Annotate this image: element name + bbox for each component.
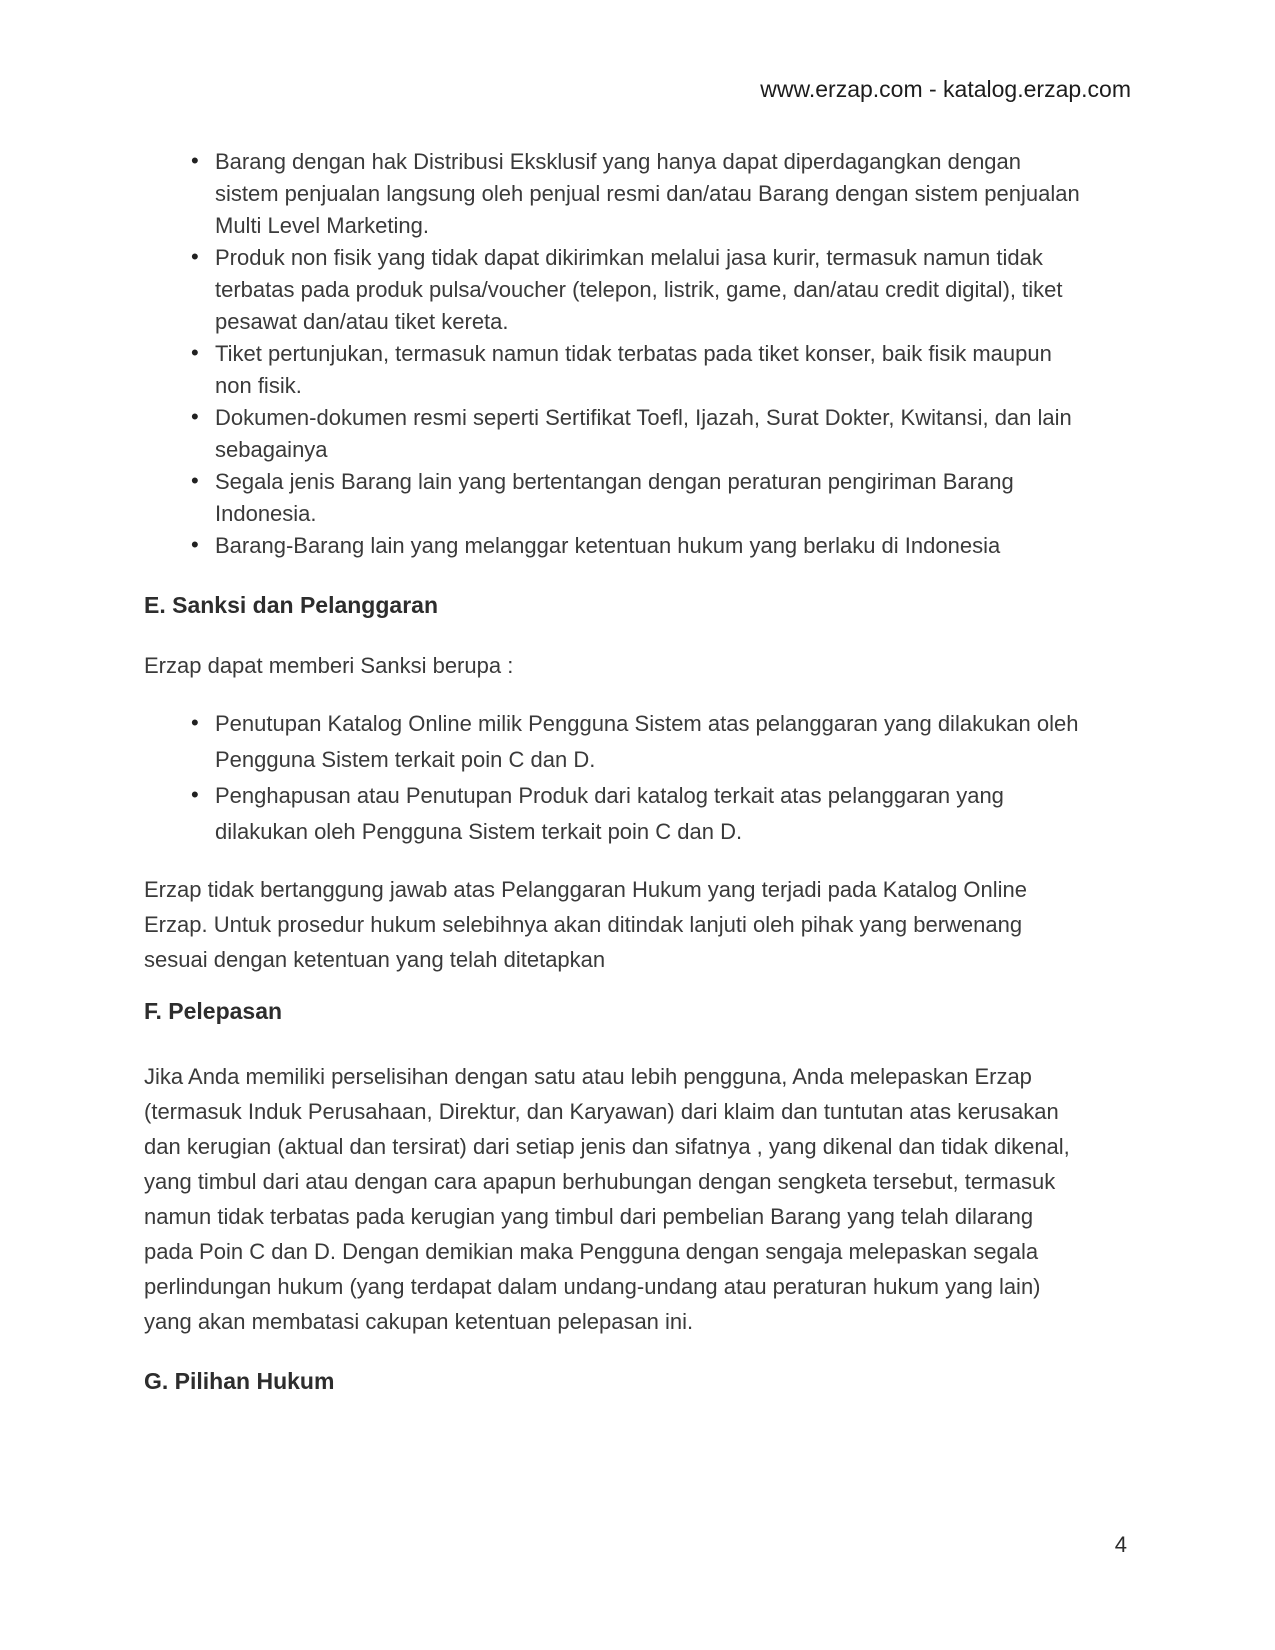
list-item: • Dokumen-dokumen resmi seperti Sertifikat Toefl, Ijazah, Surat Dokter, Kwitansi, dan lain sebagainya <box>144 402 1084 466</box>
section-g-heading: G. Pilihan Hukum <box>144 1368 335 1394</box>
list-item: • Penghapusan atau Penutupan Produk dari katalog terkait atas pelanggaran yang dilakukan oleh Pengguna Sistem terkait poin C dan D. <box>144 778 1084 850</box>
document-content <box>144 146 1084 1396</box>
list-item: • Segala jenis Barang lain yang bertentangan dengan peraturan pengiriman Barang Indonesia. <box>144 466 1084 530</box>
sanctions-list <box>144 706 1084 850</box>
section-e-intro: Erzap dapat memberi Sanksi berupa : <box>144 653 514 678</box>
section-e-disclaimer: Erzap tidak bertanggung jawab atas Pelanggaran Hukum yang terjadi pada Katalog Online Erzap. Untuk prosedur hukum selebihnya akan ditindak lanjuti oleh pihak yang berwenang sesuai dengan ketentuan yang telah ditetapkan <box>144 877 1028 972</box>
section-f-heading: F. Pelepasan <box>144 998 283 1024</box>
list-item: • Penutupan Katalog Online milik Pengguna Sistem atas pelanggaran yang dilakukan oleh Pengguna Sistem terkait poin C dan D. <box>144 706 1084 778</box>
page-number: 4 <box>1114 1532 1127 1557</box>
list-item: • Barang dengan hak Distribusi Eksklusif yang hanya dapat diperdagangkan dengan sistem penjualan langsung oleh penjual resmi dan/atau Barang dengan sistem penjualan Multi Level Marketing. <box>144 146 1084 242</box>
section-e-heading: E. Sanksi dan Pelanggaran <box>144 592 438 618</box>
prohibited-items-list <box>144 146 1084 562</box>
section-f-body: Jika Anda memiliki perselisihan dengan satu atau lebih pengguna, Anda melepaskan Erzap (termasuk Induk Perusahaan, Direktur, dan Karyawan) dari klaim dan tuntutan atas kerusakan dan kerugian (aktual dan tersirat) dari setiap jenis dan sifatnya , yang dikenal dan tidak dikenal, yang timbul dari atau dengan cara apapun berhubungan dengan sengketa tersebut, termasuk namun tidak terbatas pada kerugian yang timbul dari pembelian Barang yang telah dilarang pada Poin C dan D. Dengan demikian maka Pengguna dengan sengaja melepaskan segala perlindungan hukum (yang terdapat dalam undang-undang atau peraturan hukum yang lain) yang akan membatasi cakupan ketentuan pelepasan ini. <box>144 1064 1070 1334</box>
list-item: • Produk non fisik yang tidak dapat dikirimkan melalui jasa kurir, termasuk namun tidak terbatas pada produk pulsa/voucher (telepon, listrik, game, dan/atau credit digital), tiket pesawat dan/atau tiket kereta. <box>144 242 1084 338</box>
list-item: • Tiket pertunjukan, termasuk namun tidak terbatas pada tiket konser, baik fisik maupun non fisik. <box>144 338 1084 402</box>
header-site-url: www.erzap.com - katalog.erzap.com <box>760 76 1131 102</box>
list-item: • Barang-Barang lain yang melanggar ketentuan hukum yang berlaku di Indonesia <box>144 530 1084 562</box>
